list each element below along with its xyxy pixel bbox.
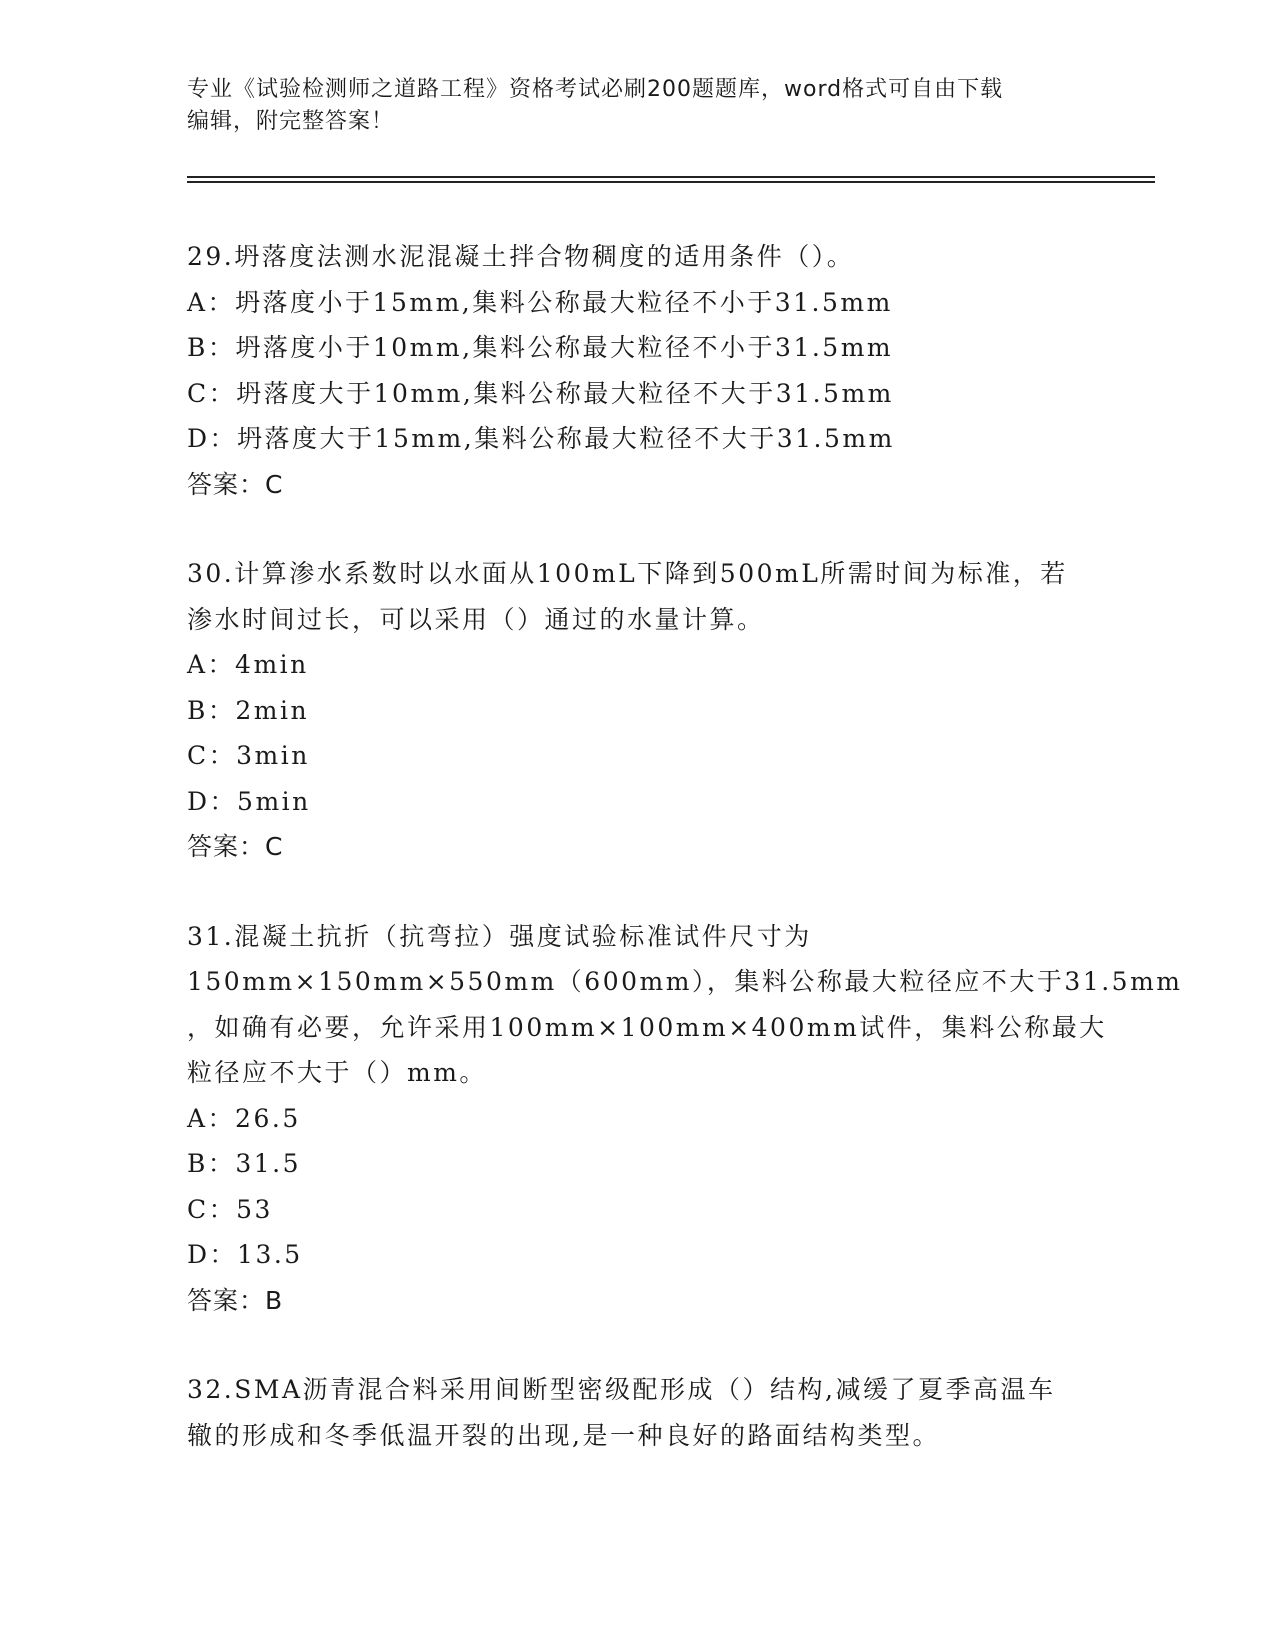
document-header [187,74,1087,138]
header-divider-top [187,176,1155,178]
question-31 [187,914,1183,1324]
option-c: C：坍落度大于10mm,集料公称最大粒径不大于31.5mm [187,378,894,408]
question-stem: 渗水时间过长，可以采用（）通过的水量计算。 [187,604,765,634]
question-stem: 粒径应不大于（）mm。 [187,1058,487,1087]
option-b: B：坍落度小于10mm,集料公称最大粒径不小于31.5mm [187,333,894,362]
question-stem: 30.计算渗水系数时以水面从100mL下降到500mL所需时间为标准，若 [187,559,1068,588]
header-line-1: 专业《试验检测师之道路工程》资格考试必刷200题题库，word格式可自由下载 [187,77,1004,102]
question-stem: 辙的形成和冬季低温开裂的出现,是一种良好的路面结构类型。 [187,1420,940,1450]
option-d: D：5min [187,786,311,816]
answer: 答案：B [187,1285,284,1315]
header-divider-bottom [187,181,1155,183]
option-c: C：3min [187,741,310,770]
question-32 [187,1367,1087,1458]
option-b: B：2min [187,695,310,725]
question-29 [187,234,1087,507]
question-stem: 150mm×150mm×550mm（600mm），集料公称最大粒径应不大于31.5mm [187,967,1183,996]
answer: 答案：C [187,832,284,861]
question-stem: 32.SMA沥青混合料采用间断型密级配形成（）结构,减缓了夏季高温车 [187,1375,1056,1404]
answer: 答案：C [187,469,284,499]
question-30 [187,551,1087,870]
question-stem: 31.混凝土抗折（抗弯拉）强度试验标准试件尺寸为 [187,921,812,951]
option-b: B：31.5 [187,1149,302,1178]
option-d: D：坍落度大于15mm,集料公称最大粒径不大于31.5mm [187,424,895,453]
option-a: A：坍落度小于15mm,集料公称最大粒径不小于31.5mm [187,287,893,317]
header-line-2: 编辑，附完整答案！ [187,109,395,134]
option-a: A：4min [187,650,309,679]
question-list [187,234,1183,1502]
question-stem: 29.坍落度法测水泥混凝土拌合物稠度的适用条件（）。 [187,242,855,271]
option-a: A：26.5 [187,1103,301,1133]
option-d: D：13.5 [187,1240,303,1269]
option-c: C：53 [187,1194,273,1224]
question-stem: ，如确有必要，允许采用100mm×100mm×400mm试件，集料公称最大 [187,1012,1107,1042]
